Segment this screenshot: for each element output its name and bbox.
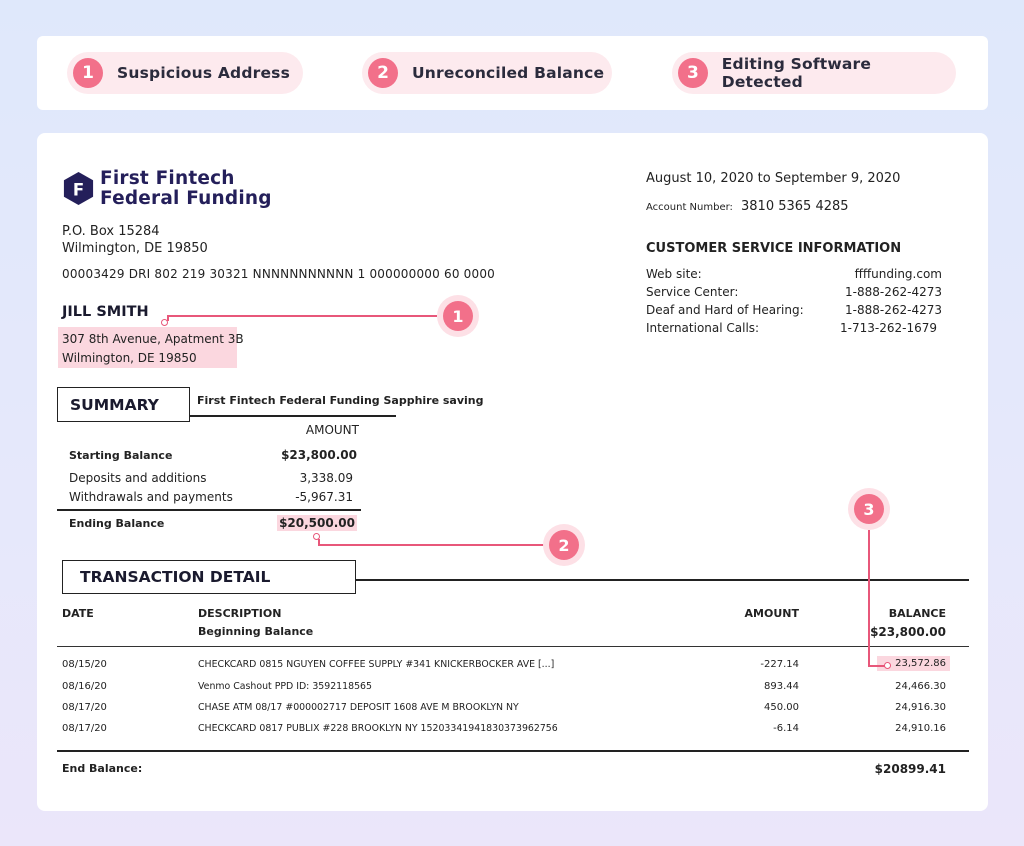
col-header-balance: BALANCE (888, 607, 946, 620)
bank-logo-icon (61, 171, 96, 206)
txn-description: CHECKCARD 0815 NGUYEN COFFEE SUPPLY #341 KNICKERBOCKER AVE [...] (198, 659, 555, 670)
logo-letter: F (72, 180, 85, 200)
flag-3-number: 3 (854, 494, 884, 524)
summary-heading: SUMMARY (57, 387, 190, 422)
transaction-detail-heading: TRANSACTION DETAIL (62, 560, 356, 594)
txn-date: 08/15/20 (62, 659, 107, 670)
summary-account-name: First Fintech Federal Funding Sapphire saving (197, 394, 484, 407)
flag-label: Suspicious Address (117, 64, 291, 82)
service-label-international: International Calls: (646, 321, 760, 335)
flag-number-1: 1 (73, 58, 103, 88)
txn-balance-flagged: 23,572.86 (877, 656, 950, 671)
txn-date: 08/16/20 (62, 681, 107, 692)
end-balance-value: $20899.41 (874, 762, 946, 776)
flag-number-3: 3 (678, 58, 708, 88)
txn-amount: 450.00 (764, 702, 799, 713)
flags-legend (37, 36, 988, 110)
account-number: 3810 5365 4285 (741, 199, 849, 214)
col-header-amount: AMOUNT (744, 607, 799, 620)
txn-balance: 24,466.30 (895, 681, 946, 692)
bank-po-box: P.O. Box 15284 (62, 224, 160, 239)
service-title: CUSTOMER SERVICE INFORMATION (646, 241, 902, 256)
routing-line: 00003429 DRI 802 219 30321 NNNNNNNNNNN 1 000000000 60 0000 (62, 267, 496, 281)
end-balance-label: End Balance: (62, 762, 143, 775)
flag-2-badge[interactable] (543, 524, 585, 566)
txn-date: 08/17/20 (62, 702, 107, 713)
flag-label: Editing Software Detected (721, 55, 872, 91)
summary-value-withdrawals: -5,967.31 (295, 490, 353, 504)
txn-date: 08/17/20 (62, 723, 107, 734)
summary-value-ending: $20,500.00 (279, 516, 355, 530)
txn-amount: -227.14 (760, 659, 799, 670)
flag-1-number: 1 (443, 301, 473, 331)
bank-city: Wilmington, DE 19850 (62, 241, 208, 256)
txn-description: CHASE ATM 08/17 #000002717 DEPOSIT 1608 AVE M BROOKLYN NY (198, 702, 519, 713)
service-label-deaf: Deaf and Hard of Hearing: (646, 303, 804, 317)
transaction-detail-rule (355, 579, 969, 581)
transaction-end-rule (57, 750, 969, 752)
txn-description: CHECKCARD 0817 PUBLIX #228 BROOKLYN NY 15203341941830373962756 (198, 723, 558, 734)
customer-address-line1: 307 8th Avenue, Apatment 3B (62, 332, 244, 346)
txn-balance: 24,916.30 (895, 702, 946, 713)
txn-balance: 24,910.16 (895, 723, 946, 734)
bank-name (100, 169, 272, 209)
summary-label-ending: Ending Balance (69, 517, 165, 530)
summary-amount-header: AMOUNT (305, 423, 359, 437)
flag-pill-unreconciled-balance[interactable] (362, 52, 612, 94)
account-number-row (646, 195, 849, 214)
bank-name-line1: First Fintech (100, 168, 235, 189)
flag-3-badge[interactable] (848, 488, 890, 530)
customer-name: JILL SMITH (62, 304, 149, 320)
flag-pill-editing-software[interactable] (672, 52, 956, 94)
service-value-website[interactable]: ffffunding.com (854, 267, 942, 281)
flag-3-connector-v (868, 530, 870, 666)
bank-name-line2: Federal Funding (100, 188, 272, 209)
col-header-description: DESCRIPTION (198, 607, 282, 620)
beginning-balance-label: Beginning Balance (198, 625, 314, 638)
txn-amount: -6.14 (773, 723, 799, 734)
customer-address-line2: Wilmington, DE 19850 (62, 351, 197, 365)
statement-period: August 10, 2020 to September 9, 2020 (646, 171, 901, 186)
summary-total-rule (57, 509, 361, 511)
flag-label: Unreconciled Balance (412, 64, 605, 82)
flag-2-connector-h (318, 544, 544, 546)
summary-value-starting: $23,800.00 (281, 448, 357, 462)
account-number-label: Account Number: (646, 202, 733, 213)
service-label-center: Service Center: (646, 285, 739, 299)
beginning-balance-value: $23,800.00 (870, 625, 946, 639)
summary-label-withdrawals: Withdrawals and payments (69, 490, 233, 504)
service-value-international: 1-713-262-1679 (840, 321, 937, 335)
flag-1-badge[interactable] (437, 295, 479, 337)
flag-1-connector-h (167, 315, 437, 317)
transaction-header-rule (57, 646, 969, 647)
summary-label-starting: Starting Balance (69, 449, 173, 462)
col-header-date: DATE (62, 607, 94, 620)
flag-3-anchor (884, 662, 891, 669)
flag-pill-suspicious-address[interactable] (67, 52, 303, 94)
service-value-center: 1-888-262-4273 (845, 285, 942, 299)
flag-number-2: 2 (368, 58, 398, 88)
txn-description: Venmo Cashout PPD ID: 3592118565 (198, 681, 372, 692)
summary-rule (189, 415, 396, 417)
flag-2-number: 2 (549, 530, 579, 560)
txn-amount: 893.44 (764, 681, 799, 692)
summary-value-deposits: 3,338.09 (299, 471, 353, 485)
summary-label-deposits: Deposits and additions (69, 471, 207, 485)
service-value-deaf: 1-888-262-4273 (845, 303, 942, 317)
service-label-website: Web site: (646, 267, 702, 281)
bank-statement (37, 133, 988, 811)
